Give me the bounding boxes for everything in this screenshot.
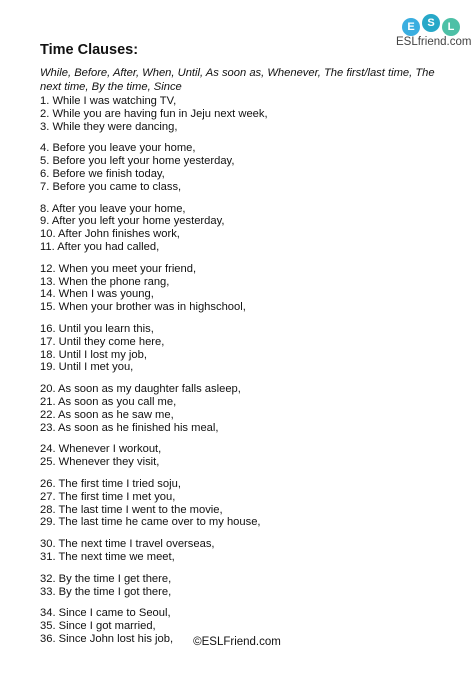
clause-group — [40, 573, 440, 599]
page-subtitle: While, Before, After, When, Until, As soon as, Whenever, The first/last time, The next time, By the time, Since — [40, 67, 435, 93]
clause-item: 21. As soon as you call me, — [40, 395, 177, 408]
logo-letter-e: E — [402, 18, 420, 36]
clause-group — [40, 538, 440, 564]
clause-group — [40, 263, 440, 314]
logo-letter-s: S — [422, 14, 440, 32]
clause-item: 29. The last time he came over to my house, — [40, 516, 261, 529]
footer-copyright: ©ESLFriend.com — [193, 636, 281, 648]
clause-group — [40, 203, 440, 254]
clause-item: 24. Whenever I workout, — [40, 443, 162, 456]
clause-item: 17. Until they come here, — [40, 335, 165, 348]
clause-group — [40, 443, 440, 469]
eslfriend-logo — [396, 14, 472, 54]
clause-item: 7. Before you came to class, — [40, 180, 182, 193]
clause-item: 12. When you meet your friend, — [40, 262, 197, 275]
clause-group — [40, 95, 440, 133]
clause-item: 19. Until I met you, — [40, 361, 134, 374]
logo-letter-l: L — [442, 18, 460, 36]
clause-item: 10. After John finishes work, — [40, 228, 180, 241]
clause-item: 30. The next time I travel overseas, — [40, 538, 215, 551]
clause-item: 31. The next time we meet, — [40, 550, 175, 563]
clause-list — [40, 95, 440, 655]
clause-item: 4. Before you leave your home, — [40, 142, 196, 155]
clause-item: 27. The first time I met you, — [40, 490, 176, 503]
clause-group — [40, 323, 440, 374]
clause-item: 13. When the phone rang, — [40, 275, 170, 288]
clause-item: 36. Since John lost his job, — [40, 632, 174, 645]
clause-item: 20. As soon as my daughter falls asleep, — [40, 383, 241, 396]
clause-item: 32. By the time I get there, — [40, 572, 172, 585]
clause-item: 1. While I was watching TV, — [40, 95, 177, 107]
clause-group — [40, 142, 440, 193]
clause-item: 34. Since I came to Seoul, — [40, 607, 171, 620]
logo-site-name: ESLfriend.com — [396, 36, 472, 48]
clause-item: 9. After you left your home yesterday, — [40, 215, 225, 228]
clause-item: 26. The first time I tried soju, — [40, 477, 181, 490]
clause-item: 18. Until I lost my job, — [40, 348, 147, 361]
clause-item: 5. Before you left your home yesterday, — [40, 155, 235, 168]
clause-item: 28. The last time I went to the movie, — [40, 503, 223, 516]
clause-item: 6. Before we finish today, — [40, 167, 165, 180]
clause-item: 22. As soon as he saw me, — [40, 408, 174, 421]
clause-item: 15. When your brother was in highschool, — [40, 301, 246, 314]
clause-group — [40, 478, 440, 529]
clause-group — [40, 383, 440, 434]
clause-item: 8. After you leave your home, — [40, 202, 186, 215]
logo-bubbles — [402, 14, 462, 36]
page-title: Time Clauses: — [40, 42, 139, 58]
clause-item: 35. Since I got married, — [40, 620, 156, 633]
clause-item: 23. As soon as he finished his meal, — [40, 421, 219, 434]
clause-item: 3. While they were dancing, — [40, 120, 178, 133]
clause-item: 33. By the time I got there, — [40, 585, 172, 598]
clause-item: 11. After you had called, — [40, 240, 160, 253]
clause-item: 25. Whenever they visit, — [40, 456, 160, 469]
clause-item: 14. When I was young, — [40, 288, 154, 301]
clause-item: 2. While you are having fun in Jeju next week, — [40, 107, 268, 120]
clause-item: 16. Until you learn this, — [40, 322, 154, 335]
